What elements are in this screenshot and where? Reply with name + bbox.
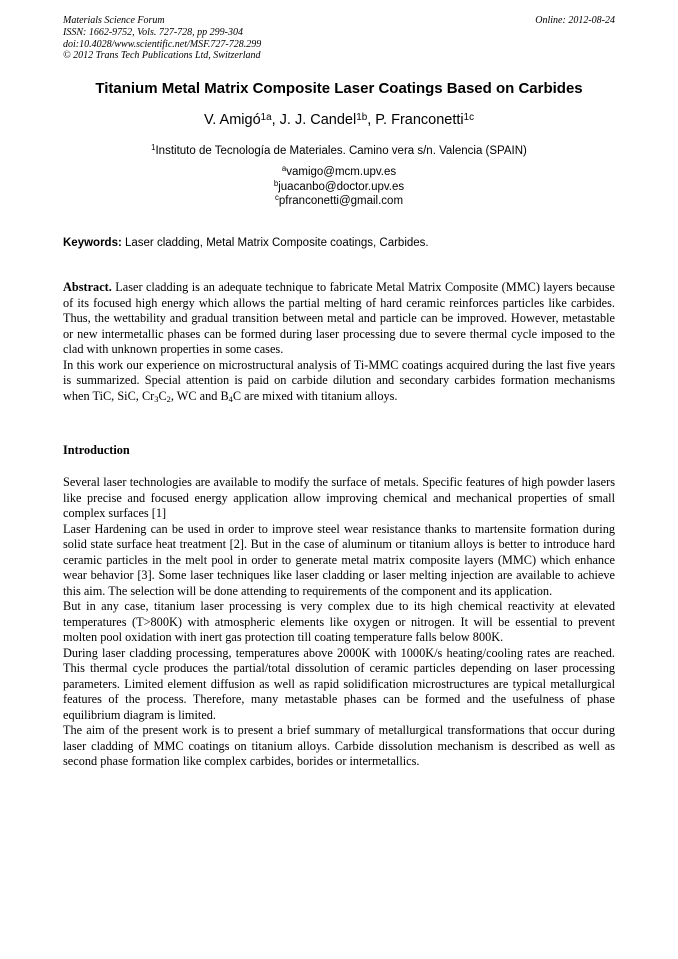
affiliation-mark: 1	[151, 143, 156, 153]
subscript: 4	[228, 394, 233, 404]
email-mark: a	[281, 164, 287, 174]
section-heading: Introduction	[63, 443, 130, 457]
email-address[interactable]: pfranconetti@gmail.com	[278, 195, 404, 207]
author-name: V. Amigó	[203, 112, 261, 128]
abstract-paragraph	[63, 358, 615, 405]
copyright-line: © 2012 Trans Tech Publications Ltd, Switzerland	[63, 50, 261, 62]
keywords	[63, 237, 615, 249]
email-mark: b	[273, 178, 279, 188]
abstract-text: In this work our experience on microstructural analysis of Ti-MMC coatings acquired during the last five years is summarized. Special attention is paid on carbide dilution and secondary carbides formation mechanisms when TiC, SiC, Cr	[63, 357, 615, 403]
subscript: 2	[166, 394, 171, 404]
keywords-label: Keywords:	[63, 237, 122, 249]
paper-title: Titanium Metal Matrix Composite Laser Coatings Based on Carbides	[95, 80, 583, 97]
intro-paragraph: Several laser technologies are available to modify the surface of metals. Specific features of high powder lasers like precise and focused energy application allow improving chemical and mechanical properties of small complex surfaces [1]	[63, 475, 615, 520]
author-affil-mark: 1c	[463, 111, 475, 123]
author-name: P. Franconetti	[375, 112, 464, 128]
doi-line[interactable]: doi:10.4028/www.scientific.net/MSF.727-728.299	[63, 38, 262, 50]
subscript: 3	[154, 394, 159, 404]
author-affil-mark: 1a	[260, 111, 272, 123]
author-name: J. J. Candel	[279, 112, 357, 128]
abstract-text: , WC and B	[170, 388, 229, 403]
intro-paragraph: The aim of the present work is to present a brief summary of metallurgical transformations that occur during laser cladding of MMC coatings on titanium alloys. Carbide dissolution mechanism is described as well as second phase formation like complex carbides, borides or intermetallics.	[63, 723, 615, 768]
introduction-body	[63, 475, 615, 770]
affiliation-text: Instituto de Tecnología de Materiales. Camino vera s/n. Valencia (SPAIN)	[155, 145, 527, 157]
abstract-label: Abstract.	[63, 280, 112, 294]
email-line	[40, 165, 638, 180]
online-date: Online: 2012-08-24	[535, 15, 615, 26]
abstract-text: C are mixed with titanium alloys.	[232, 388, 398, 403]
email-line	[40, 180, 638, 195]
email-list	[40, 165, 638, 209]
email-address[interactable]: vamigo@mcm.upv.es	[286, 166, 397, 178]
journal-name: Materials Science Forum	[63, 15, 165, 26]
keywords-text: Laser cladding, Metal Matrix Composite coatings, Carbides.	[125, 237, 429, 249]
email-address[interactable]: juacanbo@doctor.upv.es	[278, 180, 405, 193]
abstract-paragraph	[63, 280, 615, 358]
email-line	[40, 194, 638, 209]
intro-paragraph: But in any case, titanium laser processing is very complex due to its high chemical reactivity at elevated temperatures (T>800K) with atmospheric elements like oxygen or nitrogen. It will be essential to prevent molten pool oxidation with inert gas protection till coating temperature falls below 800K.	[63, 599, 615, 644]
abstract-text: Laser cladding is an adequate technique to fabricate Metal Matrix Composite (MMC) layers because of its focused high energy which allows the partial melting of hard ceramic reinforces particles like carbides. Thus, the wettability and gradual transition between metal and particle can be improved. However, metastable or new intermetallic phases can be formed during laser processing due to severe thermal cycle imposed to the clad with unknown properties in some cases.	[63, 280, 615, 356]
author-list: V. Amigó$^{1a}$, J. J. Candel$^{1b}$, P. Franconetti$^{1c}$	[203, 111, 475, 128]
abstract-text: C	[158, 388, 167, 403]
running-header	[63, 15, 615, 62]
issn-line: ISSN: 1662-9752, Vols. 727-728, pp 299-304	[63, 26, 243, 38]
intro-paragraph: Laser Hardening can be used in order to improve steel wear resistance thanks to martensite formation during solid state surface heat treatment [2]. But in the case of aluminum or titanium alloys is better to introduce hard ceramic particles in the melt pool in order to generate metal matrix composite layers (MMC) which enhance wear behavior [3]. Some laser techniques like laser cladding or laser melting injection are available to achieve this aim. The selection will be done attending to requirements of the component and its application.	[63, 521, 615, 598]
abstract	[63, 280, 615, 404]
intro-paragraph: During laser cladding processing, temperatures above 2000K with 1000K/s heating/cooling rates are reached. This thermal cycle produces the partial/total dissolution of ceramic particles depending on laser processing parameters. Limited element diffusion as well as rapid solidification microstructures are typical metallurgical features of the process. Therefore, many metastable phases can be formed and the usefulness of phase equilibrium diagram is limited.	[63, 645, 615, 722]
affiliation	[40, 145, 638, 157]
author-affil-mark: 1b	[356, 111, 368, 123]
email-mark: c	[274, 193, 279, 203]
